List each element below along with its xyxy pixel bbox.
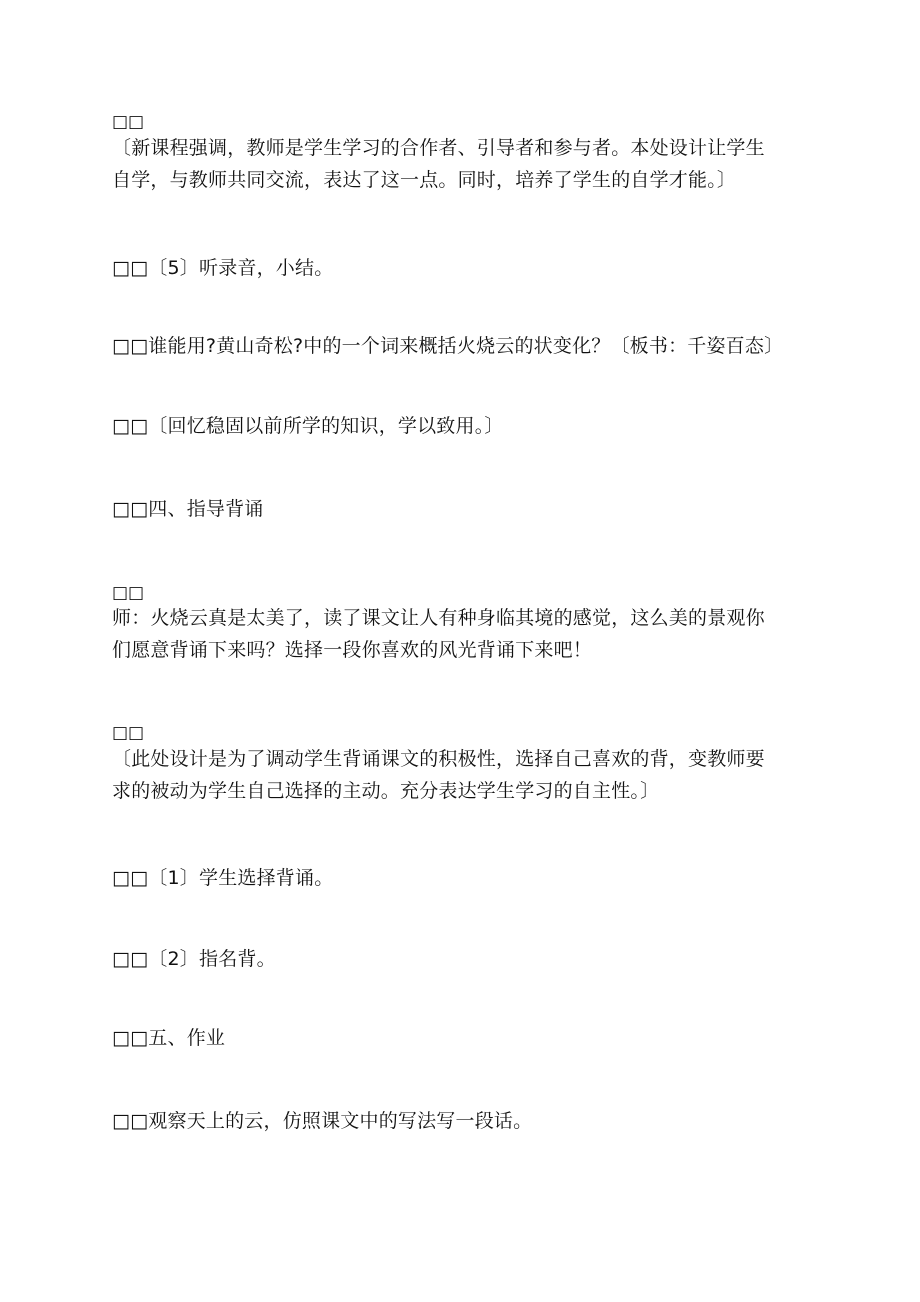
paragraph-line: 求的被动为学生自己选择的主动。充分表达学生学习的自主性。〕	[112, 780, 660, 802]
question-line: □□谁能用?黄山奇松?中的一个词来概括火烧云的状变化？〔板书：千姿百态〕	[112, 335, 784, 357]
paragraph-line: 自学，与教师共同交流，表达了这一点。同时，培养了学生的自学才能。〕	[112, 169, 737, 191]
step-named-recite: □□〔2〕指名背。	[112, 948, 276, 970]
block-marker: □□	[112, 723, 145, 743]
section-heading-homework: □□五、作业	[112, 1027, 226, 1049]
note-line: □□〔回忆稳固以前所学的知识，学以致用。〕	[112, 415, 504, 437]
paragraph-line: 们愿意背诵下来吗？选择一段你喜欢的风光背诵下来吧！	[112, 639, 593, 661]
step-listen-recording: □□〔5〕听录音，小结。	[112, 257, 334, 279]
paragraph-line: 〔此处设计是为了调动学生背诵课文的积极性，选择自己喜欢的背，变教师要	[112, 748, 765, 770]
block-marker: □□	[112, 112, 145, 132]
paragraph-line: 〔新课程强调，教师是学生学习的合作者、引导者和参与者。本处设计让学生	[112, 137, 765, 159]
section-heading-recitation: □□四、指导背诵	[112, 498, 264, 520]
paragraph-line: 师：火烧云真是太美了，读了课文让人有种身临其境的感觉，这么美的景观你	[112, 607, 765, 629]
step-student-choose: □□〔1〕学生选择背诵。	[112, 867, 334, 889]
homework-line: □□观察天上的云，仿照课文中的写法写一段话。	[112, 1110, 533, 1132]
block-marker: □□	[112, 583, 145, 603]
